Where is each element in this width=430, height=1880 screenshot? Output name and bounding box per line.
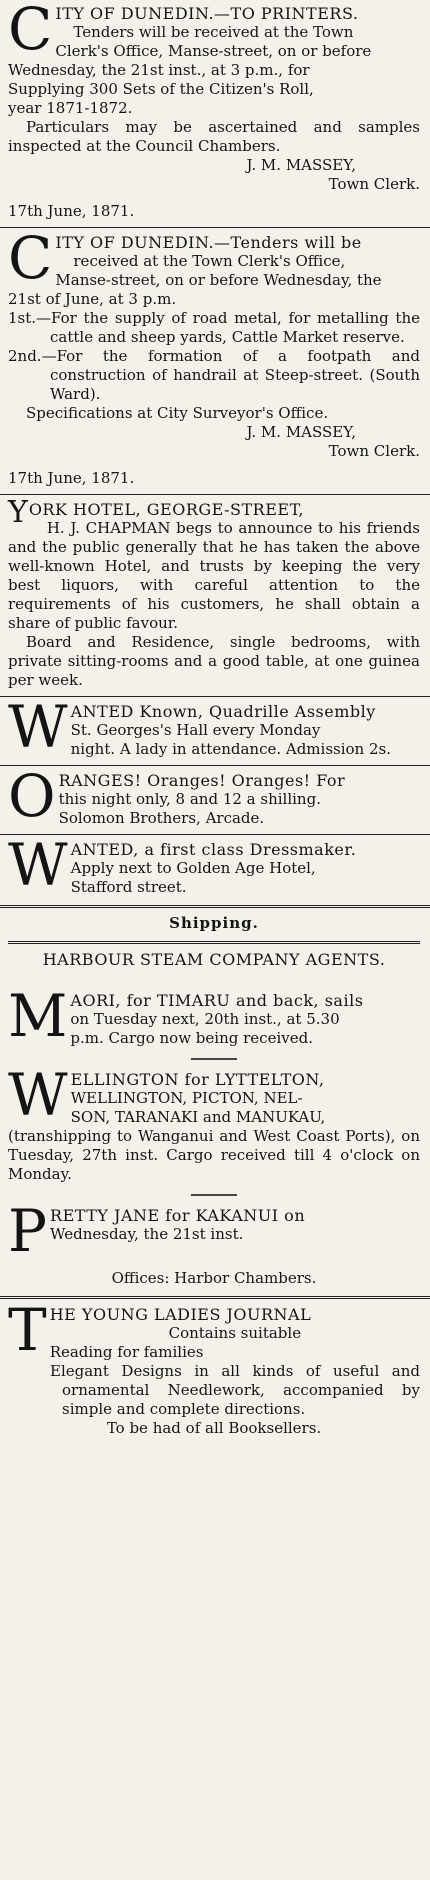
ad-text: Supplying 300 Sets of the Citizen's Roll, (8, 80, 314, 98)
ad-text: Contains suitable (168, 1324, 302, 1342)
ad-headline: ANTED, a first class Dressmaker. (70, 840, 357, 859)
ad-date: 17th June, 1871. (8, 202, 135, 220)
ad-text: St. Georges's Hall every Monday (70, 721, 321, 739)
notice-text: p.m. Cargo now being received. (70, 1029, 313, 1047)
ad-text: received at the Town Clerk's Office, (73, 252, 346, 270)
ad-text: H. J. CHAPMAN begs to announce to his friends and the public generally that he has taken the above well-known Hotel, and trusts by keeping the very best liquors, with careful attention to the requirements of his customers, he shall obtain a share of public favour. (8, 519, 420, 632)
drop-cap: C (8, 0, 53, 63)
signature-name: J. M. MASSEY, (246, 423, 356, 441)
notice-text: (transhipping to Wanganui and West Coast Ports), on Tuesday, 27th inst. Cargo received till 4 o'clock on Monday. (8, 1127, 420, 1183)
notice-headline: AORI, for TIMARU and back, sails (70, 991, 364, 1010)
ad-road-metal-tender (0, 224, 430, 488)
notice-text: SON, TARANAKI and MANUKAU, (70, 1108, 326, 1126)
ad-headline: ITY OF DUNEDIN.—TO PRINTERS. (55, 4, 359, 23)
ad-headline: ITY OF DUNEDIN.—Tenders will be (55, 233, 362, 252)
ad-text: Stafford street. (70, 878, 187, 896)
drop-cap: P (8, 1197, 48, 1265)
ad-oranges (0, 762, 430, 830)
double-divider (0, 1296, 430, 1299)
ad-text: Elegant Designs in all kinds of useful and ornamental Needlework, accompanied by simple and complete directions. (50, 1362, 420, 1418)
divider (0, 765, 430, 766)
notice-text: WELLINGTON, PICTON, NEL- (70, 1089, 303, 1107)
ad-dressmaker (0, 831, 430, 899)
ad-text: 21st of June, at 3 p.m. (8, 290, 177, 308)
double-divider (8, 941, 420, 944)
ad-text: Particulars may be ascertained and samples inspected at the Council Chambers. (8, 118, 420, 155)
ornament-rule (191, 1194, 237, 1196)
divider (0, 227, 430, 228)
double-divider (0, 905, 430, 908)
ad-text: Reading for families (49, 1343, 204, 1361)
drop-cap: W (8, 831, 68, 899)
ad-text: Wednesday, the 21st inst., at 3 p.m., for (8, 61, 310, 79)
offices-line: Offices: Harbor Chambers. (111, 1269, 317, 1287)
ad-text: 1st.—For the supply of road metal, for metalling the cattle and sheep yards, Cattle Market reserve. (8, 309, 420, 346)
ad-headline: ORK HOTEL, GEORGE-STREET, (28, 500, 304, 519)
drop-cap: M (8, 982, 68, 1050)
ad-text: Solomon Brothers, Arcade. (58, 809, 265, 827)
drop-cap: C (8, 224, 53, 292)
ad-york-hotel (0, 495, 430, 690)
drop-cap: W (8, 693, 68, 761)
ad-text: 2nd.—For the formation of a footpath and construction of handrail at Steep-street. (South Ward). (8, 347, 420, 403)
notice-wellington (8, 1061, 420, 1184)
ad-text: Tenders will be received at the Town (73, 23, 354, 41)
ad-headline: RANGES! Oranges! Oranges! For (58, 771, 346, 790)
signature-title: Town Clerk. (328, 175, 420, 193)
ad-text: To be had of all Booksellers. (106, 1419, 322, 1437)
drop-cap: W (8, 1061, 68, 1129)
ad-text: Manse-street, on or before Wednesday, the (55, 271, 382, 289)
ad-printers-tender (0, 0, 430, 221)
ad-text: year 1871-1872. (8, 99, 133, 117)
divider (0, 494, 430, 495)
ad-quadrille-assembly (0, 693, 430, 761)
ad-headline: HE YOUNG LADIES JOURNAL (49, 1305, 312, 1324)
drop-cap: Y (8, 495, 28, 530)
notice-pretty-jane (8, 1197, 420, 1265)
ad-date: 17th June, 1871. (8, 469, 135, 487)
agents-heading: HARBOUR STEAM COMPANY AGENTS. (42, 950, 386, 969)
shipping-section (0, 914, 430, 1288)
signature-title: Town Clerk. (328, 442, 420, 460)
ad-text: night. A lady in attendance. Admission 2s. (70, 740, 391, 758)
ornament-rule (191, 1058, 237, 1060)
notice-text: Wednesday, the 21st inst. (50, 1225, 244, 1243)
section-heading: Shipping. (169, 914, 259, 932)
drop-cap: O (8, 762, 56, 830)
ad-text: this night only, 8 and 12 a shilling. (58, 790, 321, 808)
ad-text: Board and Residence, single bedrooms, with private sitting-rooms and a good table, at one guinea per week. (8, 633, 420, 689)
ad-text: Apply next to Golden Age Hotel, (70, 859, 316, 877)
notice-headline: ELLINGTON for LYTTELTON, (70, 1070, 325, 1089)
ad-text: Clerk's Office, Manse-street, on or before (55, 42, 372, 60)
notice-headline: RETTY JANE for KAKANUI on (50, 1206, 306, 1225)
ad-young-ladies-journal (0, 1296, 430, 1438)
notice-maori (8, 982, 420, 1050)
ad-text: Specifications at City Surveyor's Office. (26, 404, 329, 422)
signature-name: J. M. MASSEY, (246, 156, 356, 174)
ad-headline: ANTED Known, Quadrille Assembly (70, 702, 376, 721)
drop-cap: T (8, 1296, 47, 1364)
notice-text: on Tuesday next, 20th inst., at 5.30 (70, 1010, 340, 1028)
